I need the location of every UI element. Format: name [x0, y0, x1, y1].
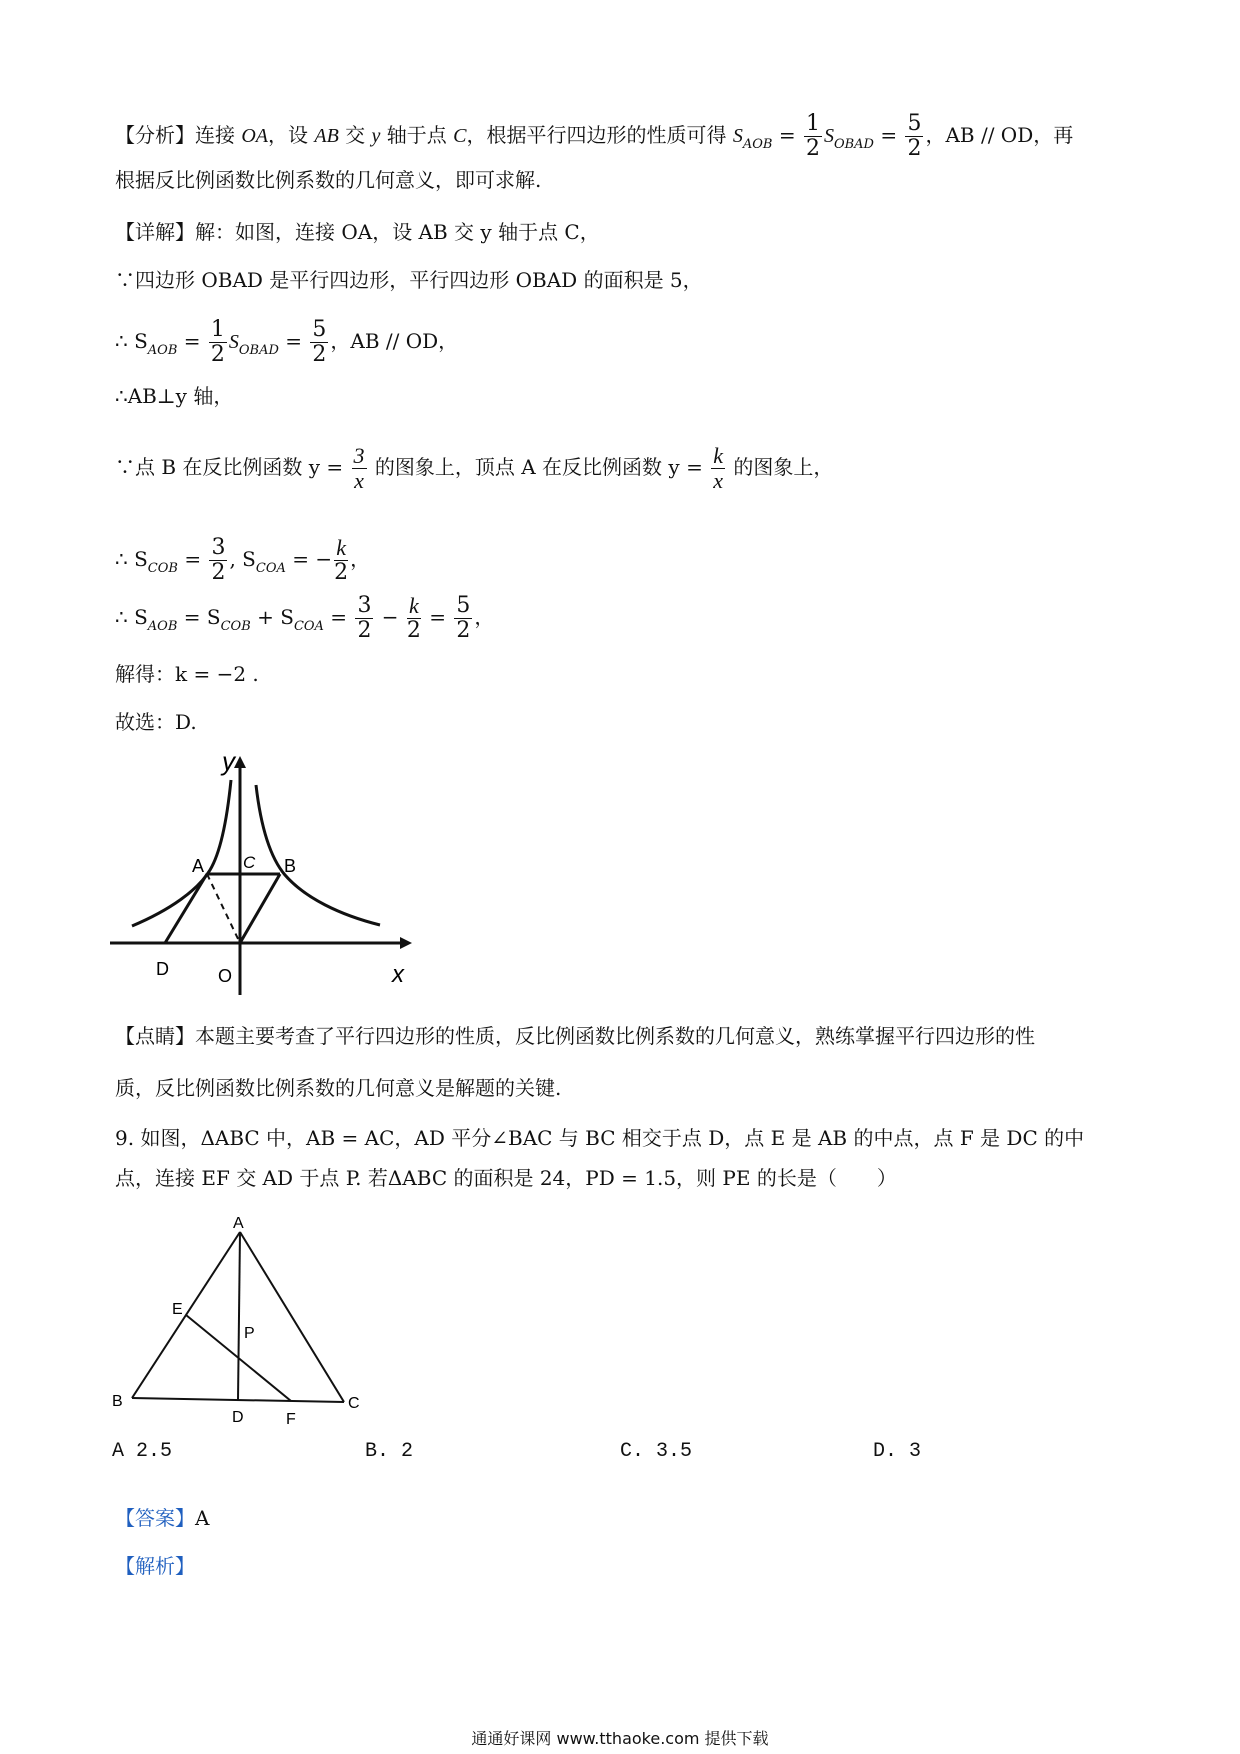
label-c: C — [348, 1395, 360, 1412]
label-c: C — [243, 853, 256, 872]
figure-triangle-abc — [108, 1210, 378, 1430]
figure-hyperbola-parallelogram — [110, 750, 420, 1000]
analysis2-line — [115, 1552, 195, 1580]
detail-line-8: 解得：k = −2 . — [115, 662, 259, 686]
detail-line-2: ∵四边形 OBAD 是平行四边形，平行四边形 OBAD 的面积是 5， — [115, 268, 703, 292]
label-a: A — [233, 1215, 244, 1232]
label-b: B — [284, 856, 297, 876]
comment-line-2: 质，反比例函数比例系数的几何意义是解题的关键. — [115, 1076, 562, 1100]
analysis-line-2: 根据反比例函数比例系数的几何意义，即可求解. — [115, 168, 542, 192]
fraction-half: $\frac{1}{2}$ — [805, 111, 820, 161]
right-hyperbola — [256, 785, 380, 925]
option-d: D. 3 — [873, 1440, 922, 1463]
detail-head: 【详解】 — [115, 220, 195, 244]
detail-line-6: ∴ $S_{COB}$ = $\frac{3}{2}$ , $S_{COA}$ = − $\frac{k}{2}$ ， — [115, 535, 371, 585]
segment-da — [165, 874, 207, 943]
option-b: B. 2 — [365, 1440, 414, 1463]
comment-head: 【点睛】 — [115, 1024, 195, 1048]
detail-line-7: ∴ $S_{AOB} = S_{COB} + S_{COA}$ = $\frac{3}{2}$ − $\frac{k}{2}$ = $\frac{5}{2}$ ， — [115, 593, 495, 643]
label-y: y — [222, 750, 235, 776]
x-axis-arrow — [400, 937, 412, 949]
detail-line-9: 故选：D. — [115, 710, 197, 734]
detail-line-4: ∴AB⊥y 轴， — [115, 384, 234, 408]
detail-line-1: 【详解】解：如图，连接 OA，设 AB 交 y 轴于点 C， — [115, 220, 600, 244]
detail-line-5: ∵点 B 在反比例函数 y = $\frac{3}{x}$ 的图象上，顶点 A 在反比例函数 y = $\frac{k}{x}$ 的图象上， — [115, 443, 834, 493]
label-b: B — [112, 1393, 123, 1410]
left-hyperbola — [132, 780, 231, 926]
question-line-1: 9. 如图，ΔABC 中，AB = AC，AD 平分∠BAC 与 BC 相交于点 D，点 E 是 AB 的中点，点 F 是 DC 的中 — [115, 1126, 1085, 1150]
answer-value: A — [195, 1506, 210, 1530]
comment-line-1: 【点睛】本题主要考查了平行四边形的性质，反比例函数比例系数的几何意义，熟练掌握平行四边形的性 — [115, 1024, 1035, 1048]
answer-line — [115, 1504, 209, 1532]
label-e: E — [172, 1301, 183, 1318]
question-line-2: 点，连接 EF 交 AD 于点 P. 若ΔABC 的面积是 24，PD = 1.5，则 PE 的长是（ ） — [115, 1166, 897, 1190]
answer-head: 【答案】 — [115, 1506, 195, 1530]
label-o: O — [218, 966, 233, 986]
label-f: F — [286, 1411, 296, 1428]
label-d: D — [156, 959, 169, 979]
segment-ac — [240, 1232, 344, 1402]
fraction-five-halves: $\frac{5}{2}$ — [907, 111, 922, 161]
segment-ad — [238, 1232, 240, 1400]
option-a: A 2.5 — [112, 1440, 173, 1463]
label-x: x — [392, 961, 404, 988]
page-footer: 通通好课网 www.tthaoke.com 提供下载 — [471, 1729, 769, 1748]
option-c: C. 3.5 — [620, 1440, 693, 1463]
label-a: A — [192, 856, 205, 876]
analysis2-head: 【解析】 — [115, 1554, 195, 1578]
segment-oa-dashed — [207, 874, 240, 943]
analysis-line-1: 【分析】连接 OA，设 AB 交 y 轴于点 C，根据平行四边形的性质可得 $S_{AOB}$ = $\frac{1}{2}$ $S_{OBAD}$ = $\frac{5}{2}$ ，AB // OD，再 — [115, 111, 1074, 161]
analysis-head: 【分析】 — [115, 123, 195, 147]
label-d: D — [232, 1409, 244, 1426]
label-p: P — [244, 1325, 255, 1342]
segment-bo — [240, 874, 280, 943]
y-axis-arrow — [234, 756, 246, 768]
detail-line-3: ∴ $S_{AOB}$ = $\frac{1}{2}$ $S_{OBAD}$ = $\frac{5}{2}$ ，AB // OD， — [115, 317, 459, 367]
